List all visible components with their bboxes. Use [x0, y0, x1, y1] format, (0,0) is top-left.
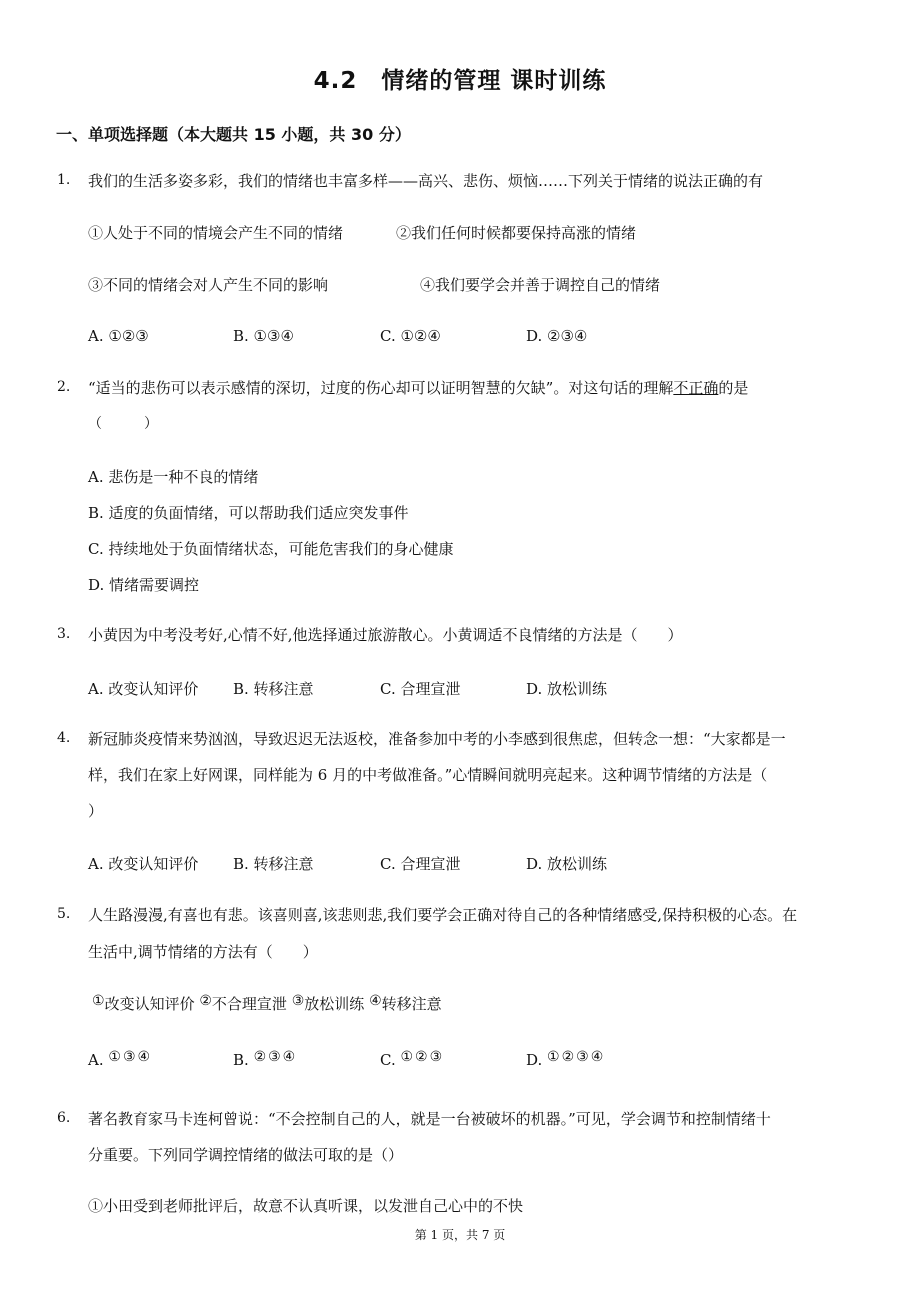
- circled-number: ②: [199, 993, 212, 1009]
- page-title: 4.2 情绪的管理 课时训练: [313, 68, 607, 94]
- question-number: 3.: [57, 626, 71, 642]
- option-label: A.: [88, 1051, 104, 1069]
- question-text-line-2: 分重要。下列同学调控情绪的做法可取的是（）: [88, 1146, 404, 1164]
- option-b[interactable]: B. 转移注意: [233, 680, 314, 698]
- statement-1: ①人处于不同的情境会产生不同的情绪: [88, 224, 344, 242]
- section-heading: 一、单项选择题（本大题共 15 小题，共 30 分）: [56, 125, 411, 144]
- option-c[interactable]: C. 合理宣泄: [380, 680, 461, 698]
- question-text: [88, 377, 748, 398]
- option-a[interactable]: [88, 1051, 152, 1069]
- option-b[interactable]: B. 转移注意: [233, 855, 314, 873]
- option-c[interactable]: C. ①②④: [380, 327, 441, 345]
- question-number: 1.: [57, 172, 71, 188]
- question-text-line-2: 样，我们在家上好网课，同样能为 6 月的中考做准备。”心情瞬间就明亮起来。这种调节情绪的方法是（: [88, 766, 768, 784]
- option-d[interactable]: [526, 1051, 605, 1069]
- question-text: 小黄因为中考没考好,心情不好,他选择通过旅游散心。小黄调适不良情绪的方法是（ ）: [88, 626, 683, 644]
- circled-number: ③: [291, 993, 305, 1009]
- statement-4: 转移注意: [381, 995, 442, 1013]
- option-a[interactable]: A. ①②③: [88, 327, 149, 345]
- circled-number: ④: [369, 993, 382, 1009]
- option-value: ①②③: [400, 1049, 445, 1065]
- answer-blank: （ ）: [88, 416, 158, 432]
- option-a[interactable]: A. 悲伤是一种不良的情绪: [88, 468, 259, 486]
- page-footer: 第 1 页，共 7 页: [414, 1228, 506, 1242]
- question-text-line-1: 新冠肺炎疫情来势汹汹，导致迟迟无法返校，准备参加中考的小李感到很焦虑，但转念一想：“大家都是一: [88, 730, 786, 748]
- option-value: ②③④: [253, 1049, 298, 1065]
- option-value: ①②③④: [547, 1049, 606, 1065]
- option-c[interactable]: [380, 1051, 444, 1069]
- question-text-post: 的是: [718, 379, 749, 397]
- statement-2: ②我们任何时候都要保持高涨的情绪: [396, 224, 637, 242]
- question-text-line-2: 生活中,调节情绪的方法有（ ）: [88, 943, 318, 961]
- question-number: 4.: [57, 730, 71, 746]
- option-d[interactable]: D. 放松训练: [526, 855, 608, 873]
- option-d[interactable]: D. ②③④: [526, 327, 588, 345]
- question-text-pre: “适当的悲伤可以表示感情的深切，过度的伤心却可以证明智慧的欠缺”。对这句话的理解: [88, 379, 674, 397]
- option-label: C.: [380, 1051, 396, 1069]
- statement-1: 改变认知评价: [104, 995, 195, 1013]
- statement-1: ①小田受到老师批评后，故意不认真听课，以发泄自己心中的不快: [88, 1197, 524, 1215]
- option-d[interactable]: D. 情绪需要调控: [88, 576, 200, 594]
- question-number: 5.: [57, 906, 71, 922]
- option-b[interactable]: B. 适度的负面情绪，可以帮助我们适应突发事件: [88, 504, 409, 522]
- question-number: 2.: [57, 379, 71, 395]
- question-text-line-1: 人生路漫漫,有喜也有悲。该喜则喜,该悲则悲,我们要学会正确对待自己的各种情绪感受,保持积极的心态。在: [88, 906, 798, 924]
- option-b[interactable]: [233, 1051, 297, 1069]
- option-label: D.: [526, 1051, 543, 1069]
- option-a[interactable]: A. 改变认知评价: [88, 680, 199, 698]
- statement-list: [92, 993, 442, 1014]
- statement-4: ④我们要学会并善于调控自己的情绪: [420, 276, 661, 294]
- question-text: 我们的生活多姿多彩，我们的情绪也丰富多样——高兴、悲伤、烦恼……下列关于情绪的说法正确的有: [88, 172, 764, 190]
- question-text-line-1: 著名教育家马卡连柯曾说：“不会控制自己的人，就是一台被破坏的机器。”可见，学会调节和控制情绪十: [88, 1110, 771, 1128]
- circled-number: ①: [92, 993, 105, 1009]
- option-value: ①③④: [108, 1049, 153, 1065]
- question-text-line-3: ）: [88, 802, 104, 820]
- option-a[interactable]: A. 改变认知评价: [88, 855, 199, 873]
- statement-3: 放松训练: [304, 995, 365, 1013]
- option-c[interactable]: C. 合理宣泄: [380, 855, 461, 873]
- option-b[interactable]: B. ①③④: [233, 327, 294, 345]
- question-number: 6.: [57, 1110, 71, 1126]
- statement-2: 不合理宣泄: [211, 995, 287, 1013]
- option-d[interactable]: D. 放松训练: [526, 680, 608, 698]
- underlined-keyword: 不正确: [673, 379, 719, 397]
- statement-3: ③不同的情绪会对人产生不同的影响: [88, 276, 329, 294]
- option-label: B.: [233, 1051, 249, 1069]
- option-c[interactable]: C. 持续地处于负面情绪状态，可能危害我们的身心健康: [88, 540, 454, 558]
